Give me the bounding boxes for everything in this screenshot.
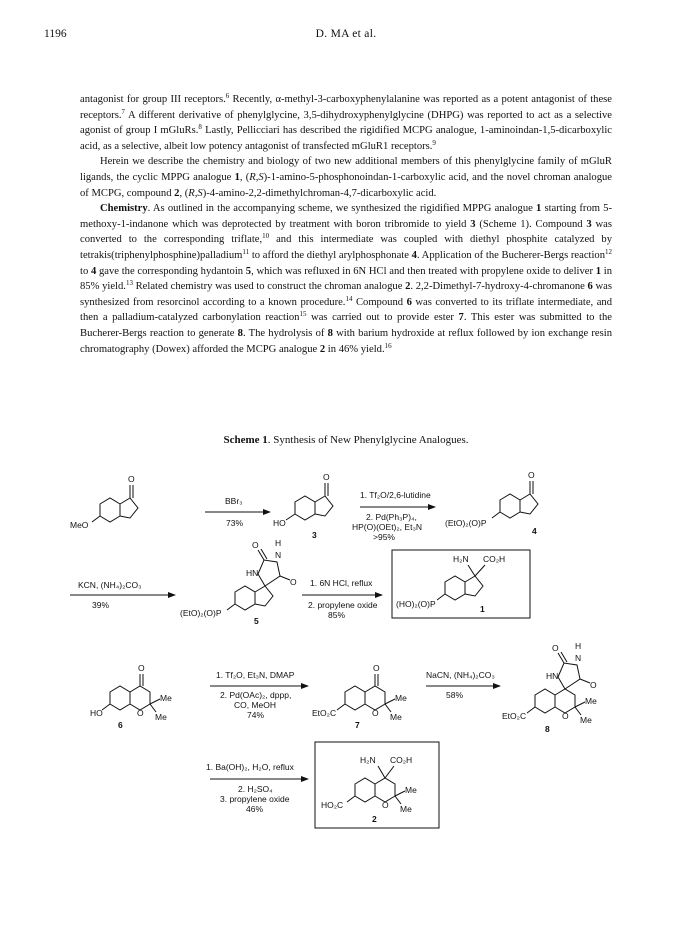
scheme-title-text: . Synthesis of New Phenylglycine Analogues. (267, 434, 469, 446)
arrow4-line3: 85% (328, 610, 346, 620)
label-4: 4 (532, 526, 537, 536)
label-2: 2 (372, 814, 377, 824)
arrow2-line1: 1. Tf₂O/2,6-lutidine (360, 490, 431, 500)
arrow4-line2: 2. propylene oxide (308, 600, 378, 610)
arrow7-line1: 1. Ba(OH)₂, H₂O, reflux (206, 762, 294, 772)
arrow1-yield: 73% (226, 518, 244, 528)
arrow2-line4: >95% (373, 532, 395, 542)
structure-compound-4 (445, 470, 538, 536)
methyl-label: Me (405, 785, 417, 795)
h-label: H (275, 538, 282, 548)
carboxyl-label: CO₂H (483, 554, 506, 564)
amino-label: H₂N (453, 554, 469, 564)
oxo-label: O (128, 474, 135, 484)
amino-label: H₂N (360, 755, 376, 765)
label-1: 1 (480, 604, 485, 614)
methyl-label: Me (585, 696, 597, 706)
arrow2-line3: HP(O)(OEt)₂, Et₃N (352, 522, 423, 532)
nh-label: N (575, 653, 582, 663)
hn-label: HN (546, 671, 559, 681)
oxo-label: O (552, 643, 559, 653)
phosphonic-acid-label: (HO)₂(O)P (396, 599, 436, 609)
methyl-label: Me (395, 693, 407, 703)
structure-compound-3 (273, 472, 333, 540)
arrow7-line3: 3. propylene oxide (220, 794, 290, 804)
oxo-label: O (323, 472, 330, 482)
box-compound-2 (315, 742, 439, 828)
running-head: D. MA et al. (315, 28, 377, 40)
hydroxy-label: HO (90, 708, 103, 718)
diethylphosphonate-label: (EtO)₂(O)P (445, 518, 487, 528)
label-3: 3 (312, 530, 317, 540)
ring-oxygen-label: O (562, 711, 569, 721)
carboxyl-label: CO₂H (390, 755, 413, 765)
arrow4-line1: 1. 6N HCl, reflux (310, 578, 373, 588)
arrow6-yield: 58% (446, 690, 464, 700)
body-text (80, 92, 612, 357)
scheme-title (0, 434, 692, 446)
ring-oxygen-label: O (137, 708, 144, 718)
arrow1-reagent: BBr₃ (225, 496, 243, 506)
structure-methoxy-indanone (70, 474, 138, 530)
oxo-label: O (290, 577, 297, 587)
arrow5-line1: 1. Tf₂O, Et₃N, DMAP (216, 670, 295, 680)
paragraph-2: Herein we describe the chemistry and biology of two new additional members of this phenylglycine family of mGluR ligands, the cyclic MPPG analogue 1, (R,S)-1-amino-5-phosphonoindan-1-carboxylic acid, and the novel chroman analogue of MCPG, compound 2, (R,S)-4-amino-2,2-dimethylchroman-4,7-dicarboxylic acid. (80, 156, 612, 199)
methyl-label: Me (390, 712, 402, 722)
oxo-label: O (590, 680, 597, 690)
methyl-label: Me (155, 712, 167, 722)
oxo-label: O (252, 540, 259, 550)
arrow5-line3: CO, MeOH (234, 700, 277, 710)
hydroxy-label: HO (273, 518, 286, 528)
oxo-label: O (138, 663, 145, 673)
nh-label: N (275, 550, 282, 560)
diethylphosphonate-label: (EtO)₂(O)P (180, 608, 222, 618)
structure-compound-5 (180, 538, 297, 626)
hn-label: HN (246, 568, 259, 578)
h-label: H (575, 641, 582, 651)
methyl-label: Me (400, 804, 412, 814)
structure-compound-7 (312, 663, 407, 730)
label-6: 6 (118, 720, 123, 730)
arrow5-line4: 74% (247, 710, 265, 720)
arrow7-line4: 46% (246, 804, 264, 814)
page-number: 1196 (44, 28, 67, 40)
arrow7-line2: 2. H₂SO₄ (238, 784, 273, 794)
methyl-label: Me (160, 693, 172, 703)
structure-compound-8 (502, 641, 597, 734)
reaction-scheme (70, 452, 630, 862)
ring-oxygen-label: O (372, 708, 379, 718)
oxo-label: O (528, 470, 535, 480)
ester-label: EtO₂C (312, 708, 337, 718)
arrow5-line2: 2. Pd(OAc)₂, dppp, (220, 690, 292, 700)
label-7: 7 (355, 720, 360, 730)
paragraph-3: Chemistry. As outlined in the accompanying scheme, we synthesized the rigidified MPPG analogue 1 starting from 5-methoxy-1-indanone which was deprotected by treatment with boron tribromide to yield 3 (Scheme 1). Compound 3 was converted to the corresponding triflate,$^{10}$ and this intermediate was coupled with diethyl phosphite catalyzed by tetrakis(triphenylphosphine)palladium$^{11}$ to afford the diethyl arylphosphonate 4. Application of the Bucherer-Bergs reaction$^{12}$ to 4 gave the corresponding hydantoin 5, which was refluxed in 6N HCl and then treated with propylene oxide to deliver 1 in 85% yield.$^{13}$ Related chemistry was used to construct the chroman analogue 2. 2,2-Dimethyl-7-hydroxy-4-chromanone 6 was synthesized from resorcinol according to a known procedure.$^{14}$ Compound 6 was converted to its triflate intermediate, and then a palladium-catalyzed carbonylation reaction$^{15}$ was carried out to provide ester 7. This ester was submitted to the Bucherer-Bergs reaction to generate 8. The hydrolysis of 8 with barium hydroxide at reflux followed by ion exchange resin chromatography (Dowex) afforded the MCPG analogue 2 in 46% yield.$^{16}$ (80, 203, 613, 355)
carboxylic-acid-label: HO₂C (321, 800, 344, 810)
label-8: 8 (545, 724, 550, 734)
arrow2-line2: 2. Pd(Ph₃P)₄, (366, 512, 417, 522)
scheme-title-label: Scheme 1 (223, 434, 268, 446)
methoxy-label: MeO (70, 520, 89, 530)
ring-oxygen-label: O (382, 800, 389, 810)
structure-compound-1 (396, 554, 505, 614)
structure-compound-6 (90, 663, 172, 730)
arrow3-reagent: KCN, (NH₄)₂CO₃ (78, 580, 142, 590)
methyl-label: Me (580, 715, 592, 725)
label-5: 5 (254, 616, 259, 626)
paragraph-1: antagonist for group III receptors.$^6$ Recently, α-methyl-3-carboxyphenylalanine was reported as a potent antagonist of these receptors.$^7$ A different derivative of phenylglycine, 3,5-dihydroxyphenylglycine (DHPG) was reported to act as a selective agonist of group I mGluRs.$^8$ Lastly, Pellicciari has described the rigidified MCPG analogue, 1-aminoindan-1,5-dicarboxylic acid, as a selective, albeit low potency antagonist of transfected mGluR1 receptors.$^9$ (80, 92, 613, 152)
structure-compound-2 (321, 755, 417, 824)
oxo-label: O (373, 663, 380, 673)
ester-label: EtO₂C (502, 711, 527, 721)
arrow6-reagent: NaCN, (NH₄)₂CO₃ (426, 670, 495, 680)
arrow3-yield: 39% (92, 600, 110, 610)
